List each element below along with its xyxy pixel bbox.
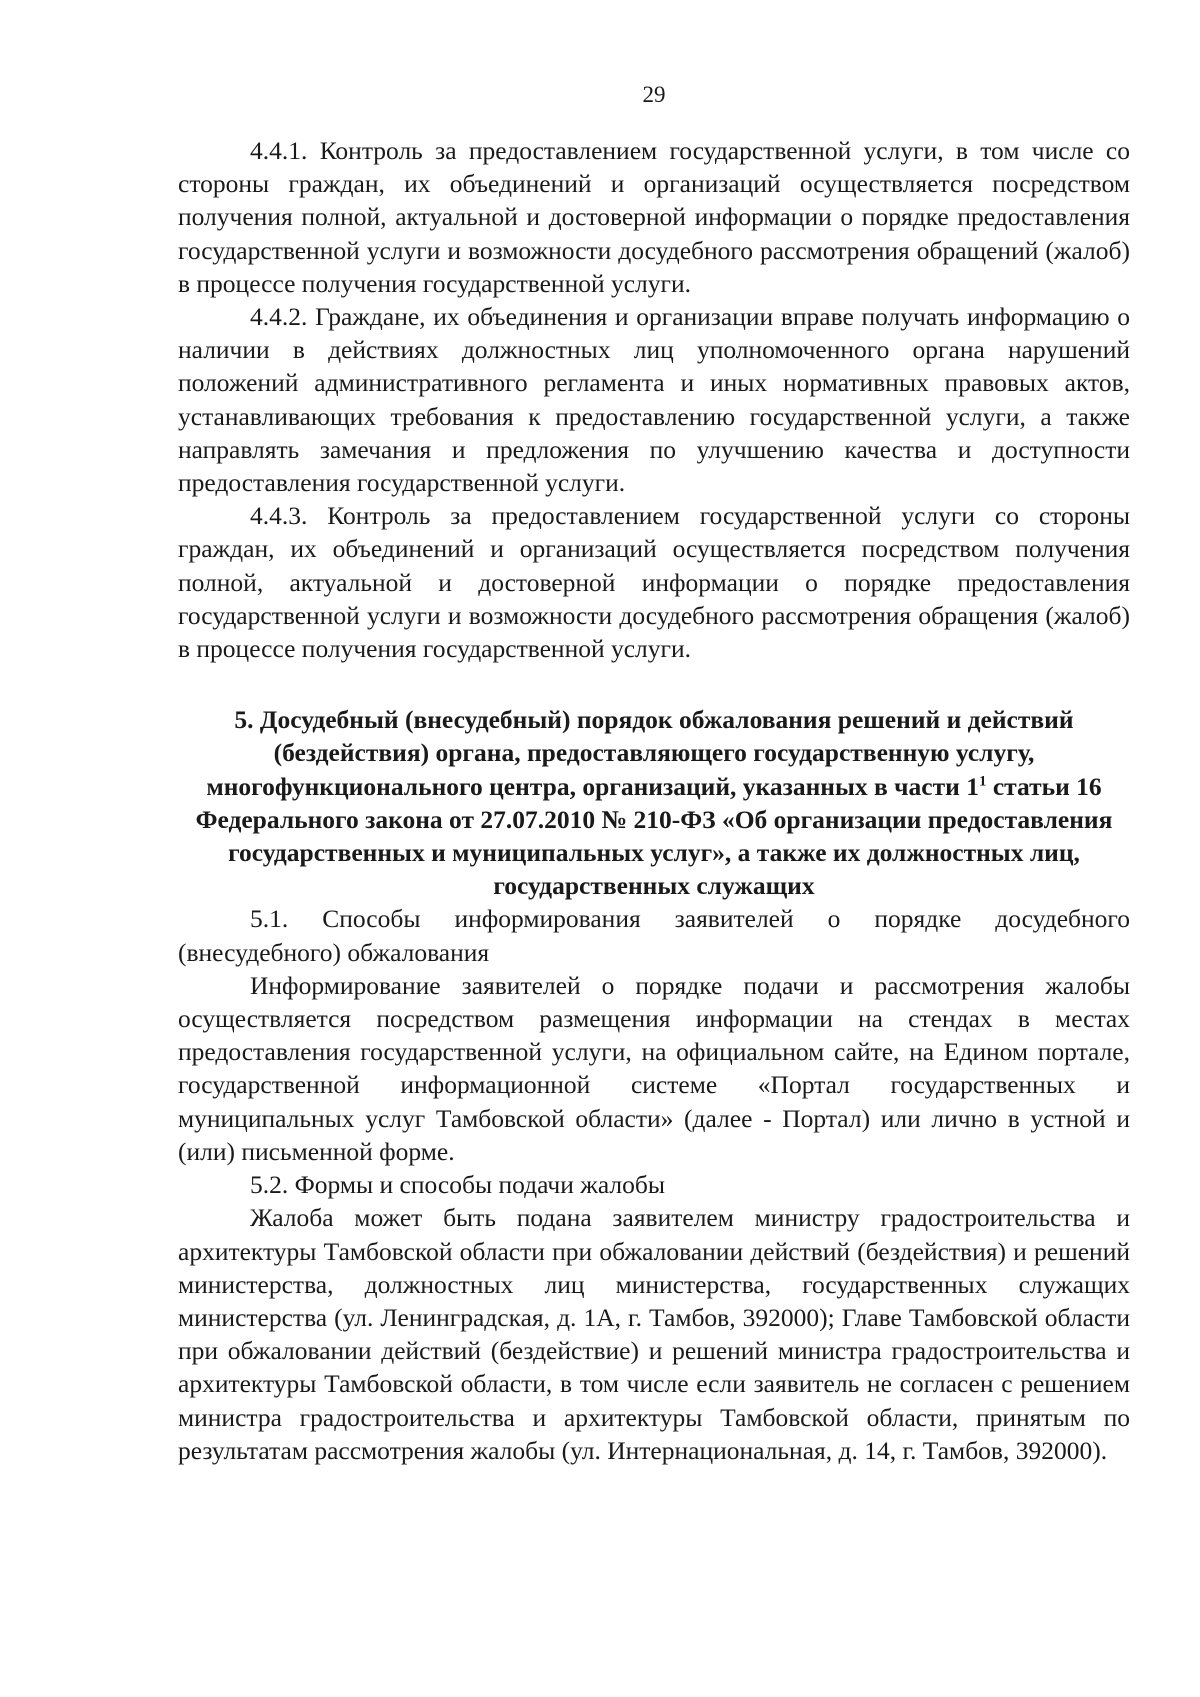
paragraph-4-4-2: 4.4.2. Граждане, их объединения и организации вправе получать информацию о наличии в действиях должностных лиц уполномоченного органа нарушений положений административного регламента и иных нормативных правовых актов, устанавливающих требования к предоставлению государственной услуги, а также направлять замечания и предложения по улучшению качества и доступности предоставления государственной услуги.: [178, 302, 1130, 498]
section-5-heading-part2: статьи 16 Федерального закона от 27.07.2010 № 210-ФЗ «Об организации предоставления государственных и муниципальных услуг», а также их должностных лиц, государственных служащих: [195, 771, 1113, 901]
section-5-heading-part1: 5. Досудебный (внесудебный) порядок обжалования решений и действий (бездействия) органа, предоставляющего государственную услугу, многофункционального центра, организаций, указанных в части 1: [206, 705, 1074, 801]
paragraph-5-2-text: Жалоба может быть подана заявителем министру градостроительства и архитектуры Тамбовской области при обжаловании действий (бездействия) и решений министерства, должностных лиц министерства, государственных служащих министерства (ул. Ленинградская, д. 1А, г. Тамбов, 392000); Главе Тамбовской области при обжаловании действий (бездействие) и решений министра градостроительства и архитектуры Тамбовской области, в том числе если заявитель не согласен с решением министра градостроительства и архитектуры Тамбовской области, принятым по результатам рассмотрения жалобы (ул. Интернациональная, д. 14, г. Тамбов, 392000).: [178, 1203, 1130, 1465]
paragraph-5-2-title: 5.2. Формы и способы подачи жалобы: [250, 1170, 665, 1200]
paragraph-5-1-text: Информирование заявителей о порядке подачи и рассмотрения жалобы осуществляется посредством размещения информации на стендах в местах предоставления государственной услуги, на официальном сайте, на Едином портале, государственной информационной системе «Портал государственных и муниципальных услуг Тамбовской области» (далее - Портал) или лично в устной и (или) письменной форме.: [178, 970, 1130, 1166]
document-body: [178, 134, 1130, 1467]
section-5-heading: [178, 703, 1130, 902]
paragraph-5-1-title: 5.1. Способы информирования заявителей о порядке досудебного (внесудебного) обжалования: [178, 904, 1130, 967]
page-number: 29: [642, 82, 666, 107]
paragraph-4-4-1: 4.4.1. Контроль за предоставлением государственной услуги, в том числе со стороны граждан, их объединений и организаций осуществляется посредством получения полной, актуальной и достоверной информации о порядке предоставления государственной услуги и возможности досудебного рассмотрения обращений (жалоб) в процессе получения государственной услуги.: [178, 136, 1130, 298]
section-5-heading-superscript: 1: [978, 773, 987, 790]
paragraph-4-4-3: 4.4.3. Контроль за предоставлением государственной услуги со стороны граждан, их объединений и организаций осуществляется посредством получения полной, актуальной и достоверной информации о порядке предоставления государственной услуги и возможности досудебного рассмотрения обращения (жалоб) в процессе получения государственной услуги.: [178, 501, 1130, 664]
